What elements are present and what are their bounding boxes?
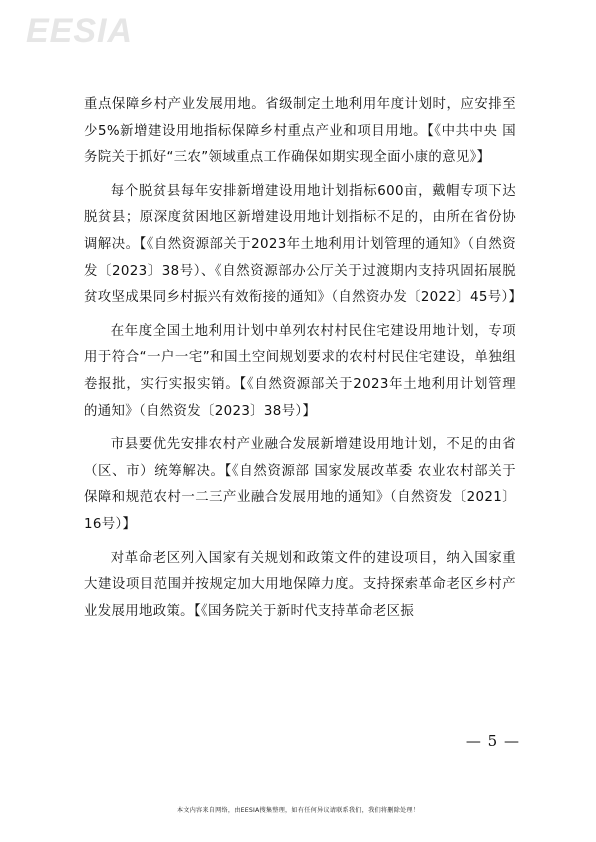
page-number: — 5 — xyxy=(465,732,520,750)
paragraph-3: 在年度全国土地利用计划中单列农村村民住宅建设用地计划，专项用于符合“一户一宅”和国土空间规划要求的农村村民住宅建设，单独组卷报批，实行实报实销。【《自然资源部关于2023年土地利用计划管理的通知》（自然资发〔2023〕38号）】 xyxy=(84,323,516,419)
eesia-watermark-logo: EESIA xyxy=(26,12,134,50)
paragraph-5: 对革命老区列入国家有关规划和政策文件的建设项目，纳入国家重大建设项目范围并按规定加大用地保障力度。支持探索革命老区乡村产业发展用地政策。【《国务院关于新时代支持革命老区振 xyxy=(84,550,516,619)
document-body xyxy=(84,92,523,632)
paragraph-4: 市县要优先安排农村产业融合发展新增建设用地计划，不足的由省（区、市）统筹解决。【《自然资源部 国家发展改革委 农业农村部关于保障和规范农村一二三产业融合发展用地的通知》（自然资发〔2021〕16号）】 xyxy=(84,437,516,532)
footer-disclaimer: 本文内容来自网络，由EESIA搜集整理，如有任何异议请联系我们，我们将删除处理！ xyxy=(176,807,420,814)
paragraph-1: 重点保障乡村产业发展用地。省级制定土地利用年度计划时，应安排至少5%新增建设用地指标保障乡村重点产业和项目用地。【《中共中央 国务院关于抓好“三农”领域重点工作确保如期实现全面小康的意见》】 xyxy=(84,97,516,166)
paragraph-2: 每个脱贫县每年安排新增建设用地计划指标600亩，戴帽专项下达脱贫县；原深度贫困地区新增建设用地计划指标不足的，由所在省份协调解决。【《自然资源部关于2023年土地利用计划管理的通知》（自然资发〔2023〕38号）、《自然资源部办公厅关于过渡期内支持巩固拓展脱贫攻坚成果同乡村振兴有效衔接的通知》（自然资办发〔2022〕45号）】 xyxy=(84,183,523,306)
